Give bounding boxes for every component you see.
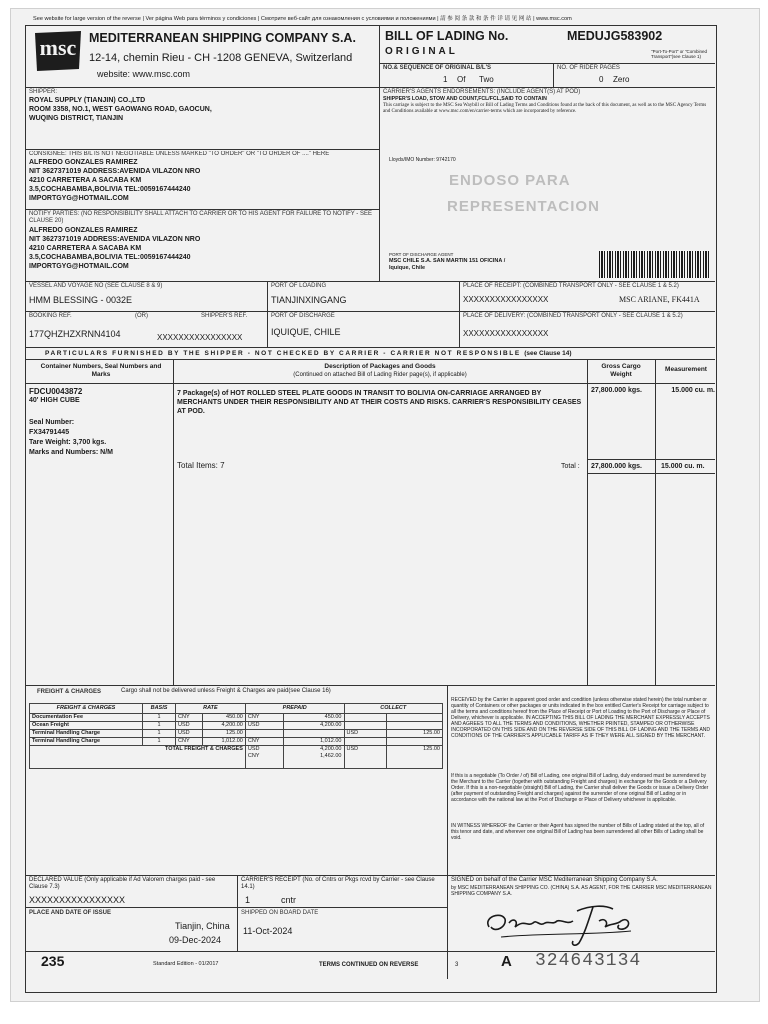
signed-label: SIGNED on behalf of the Carrier MSC Mediterranean Shipping Company S.A. <box>451 877 658 883</box>
charge-basis: 1 <box>143 738 176 746</box>
total-usd-currency: USD <box>247 746 260 752</box>
agents-sublabel: SHIPPER'S LOAD, STOW AND COUNT,FCL/FCL,SAID TO CONTAIN <box>383 96 547 102</box>
notify-label: NOTIFY PARTIES: (NO RESPONSIBILITY SHALL ATTACH TO CARRIER OR TO HIS AGENT FOR FAILURE TO NOTIFY - SEE CLAUSE 20) <box>29 211 372 224</box>
collect-currency <box>344 714 387 722</box>
charge-basis: 1 <box>143 714 176 722</box>
company-website: website: www.msc.com <box>97 69 191 79</box>
consignee-line-2: NIT 3627371019 ADDRESS:AVENIDA VILAZON NRO <box>29 168 201 175</box>
pol-value: TIANJINXINGANG <box>271 295 347 305</box>
container-number: FDCU0043872 <box>29 387 83 396</box>
charge-name: Terminal Handling Charge <box>30 730 143 738</box>
notify-line-1: ALFREDO GONZALES RAMIREZ <box>29 227 138 234</box>
prepaid-amount: 1,012.00 <box>283 738 344 746</box>
charge-currency: USD <box>176 730 203 738</box>
collect-currency <box>344 722 387 730</box>
edition: Standard Edition - 01/2017 <box>153 961 219 967</box>
col-measure-header: Measurement <box>665 366 707 373</box>
freight-col-basis: BASIS <box>143 704 176 714</box>
vessel-label: VESSEL AND VOYAGE NO (SEE CLAUSE 8 & 9) <box>29 283 163 289</box>
company-name: MEDITERRANEAN SHIPPING COMPANY S.A. <box>89 31 356 45</box>
shippers-ref-label: SHIPPER'S REF. <box>201 313 248 319</box>
charge-name: Documentation Fee <box>30 714 143 722</box>
port-agent-line-1: MSC CHILE S.A. SAN MARTIN 151 OFICINA / <box>389 258 506 264</box>
freight-row <box>30 730 443 738</box>
notify-line-3: 4210 CARRETERA A SACABA KM <box>29 245 142 252</box>
receipt-extra: MSC ARIANE, FK441A <box>619 295 700 304</box>
stamp-line-1: ENDOSO PARA <box>449 172 571 189</box>
prepaid-currency: CNY <box>245 738 283 746</box>
freight-total-label: TOTAL FREIGHT & CHARGES <box>30 746 246 769</box>
issue-label: PLACE AND DATE OF ISSUE <box>29 910 112 916</box>
freight-total-currencies <box>245 746 283 769</box>
barcode <box>599 251 711 278</box>
consignee-line-5: IMPORTGYG@HOTMAIL.COM <box>29 195 129 202</box>
freight-col-collect: COLLECT <box>344 704 443 714</box>
charge-currency: CNY <box>176 738 203 746</box>
booking-value: 177QHZHZXRNN4104 <box>29 329 121 339</box>
collect-currency <box>344 738 387 746</box>
col-container-header: Container Numbers, Seal Numbers and Marks <box>40 363 162 378</box>
charge-rate: 450.00 <box>202 714 245 722</box>
booking-label: BOOKING REF. <box>29 313 72 319</box>
terms-continued: TERMS CONTINUED ON REVERSE <box>319 962 419 968</box>
consignee-line-1: ALFREDO GONZALES RAMIREZ <box>29 159 138 166</box>
charge-basis: 1 <box>143 722 176 730</box>
gross-weight: 27,800.000 kgs. <box>591 387 642 394</box>
issue-place: Tianjin, China <box>175 921 230 931</box>
particulars-banner-text: PARTICULARS FURNISHED BY THE SHIPPER - NOT CHECKED BY CARRIER - CARRIER NOT RESPONSIBLE <box>45 350 521 357</box>
pod-value: IQUIQUE, CHILE <box>271 327 341 337</box>
measurement: 15.000 cu. m. <box>671 387 715 394</box>
freight-col-rate: RATE <box>176 704 246 714</box>
vessel-value: HMM BLESSING - 0032E <box>29 295 133 305</box>
charge-name: Ocean Freight <box>30 722 143 730</box>
marks-numbers: Marks and Numbers: N/M <box>29 449 114 456</box>
lloyds-number: Lloyds/IMO Number: 9742170 <box>389 157 456 163</box>
bill-of-lading-page <box>10 8 760 1002</box>
total-usd-amount: 4,200.00 <box>320 746 342 752</box>
declared-value-label: DECLARED VALUE (Only applicable if Ad Valorem charges paid - see Clause 7.3) <box>29 877 216 890</box>
seal-label: Seal Number: <box>29 419 75 426</box>
signature <box>481 897 661 951</box>
pol-label: PORT OF LOADING <box>271 283 327 289</box>
total-collect-amount: 125.00 <box>387 746 443 769</box>
port-agent-label: PORT OF DISCHARGE AGENT <box>389 252 454 257</box>
top-notice: See website for large version of the reverse | Ver página Web para términos y condiciones | Смотрите веб-сайт для ознакомления с условиями и положениями | 請 参 阅 条 款 和 条 件 详 请 见 网 站 | www.msc.com <box>33 16 572 22</box>
total-label: Total : <box>561 463 580 470</box>
prepaid-amount: 4,200.00 <box>283 722 344 730</box>
receipt-value: XXXXXXXXXXXXXXXX <box>463 295 549 304</box>
delivery-label: PLACE OF DELIVERY: (COMBINED TRANSPORT ONLY - SEE CLAUSE 1 & 5.2) <box>463 313 683 319</box>
shipper-label: SHIPPER: <box>29 89 58 95</box>
prepaid-currency: USD <box>245 722 283 730</box>
negotiable-terms: If this is a negotiable (To Order / of) Bill of Lading, one original Bill of Lading, duly endorsed must be surrendered by the Merchant to the Carrier (together with outstanding Freight and charges) in exchange for the Goods or a Delivery Order. If this is a non-negotiable (straight) Bill of Lading, the Carrier shall deliver the Goods or issue a Delivery Order (after payment of outstanding Freight and charges) against the surrender of one original Bill of Lading or in accordance with the national law at the Port of Discharge or Place of Delivery whichever is applicable. <box>451 773 709 803</box>
issue-date: 09-Dec-2024 <box>169 935 222 945</box>
charge-rate: 4,200.00 <box>202 722 245 730</box>
collect-amount: 125.00 <box>387 730 443 738</box>
notify-line-5: IMPORTGYG@HOTMAIL.COM <box>29 263 129 270</box>
bl-original: ORIGINAL <box>385 46 458 57</box>
port-agent-line-2: Iquique, Chile <box>389 265 426 271</box>
prepaid-currency <box>245 730 283 738</box>
total-weight: 27,800.000 kgs. <box>591 463 642 470</box>
col-desc-header: Description of Packages and Goods <box>324 363 436 370</box>
carrier-receipt-count: 1 <box>245 895 251 905</box>
total-measure: 15.000 cu. m. <box>661 463 705 470</box>
bl-transport-note: "Port-To-Port" or "Combined Transport"(see Clause 1) <box>651 49 708 59</box>
col-weight-header: Gross Cargo Weight <box>601 363 641 378</box>
signed-sub: by MSC MEDITERRANEAN SHIPPING CO. (CHINA) S.A. AS AGENT, FOR THE CARRIER MSC MEDITERRANEAN SHIPPING COMPANY S.A. <box>451 885 712 897</box>
container-type: 40' HIGH CUBE <box>29 397 80 404</box>
agents-text: This carriage is subject to the MSC Sea Waybill or Bill of Lading Terms and Conditions found at the back of this document, as well as to the MSC Agency Terms and Conditions available at www.msc.com/en/carrier-terms which are incorporated by reference. <box>383 103 707 114</box>
seq-2: Two <box>479 75 494 84</box>
charge-name: Terminal Handling Charge <box>30 738 143 746</box>
witness-terms: IN WITNESS WHEREOF the Carrier or their Agent has signed the number of Bills of Lading stated at the top, all of this tenor and date, and wherever one original Bill of Lading has been surrendered all other Bills of Lading shall be void. <box>451 823 705 841</box>
freight-row <box>30 738 443 746</box>
shipper-line-1: ROYAL SUPPLY (TIANJIN) CO.,LTD <box>29 97 146 104</box>
seq-1: 1 <box>443 75 448 84</box>
bl-title: BILL OF LADING No. <box>385 29 509 43</box>
received-terms: RECEIVED by the Carrier in apparent good order and condition (unless otherwise stated herein) the total number or quantity of Containers or other packages or units indicated in the box entitled Carrier's Receipt for carriage subject to all the terms and conditions hereof from the Place of Receipt or Port of Loading to the Port of Discharge or Place of Delivery, whichever is applicable. IN ACCEPTING THIS BILL OF LADING THE MERCHANT EXPRESSLY ACCEPTS AND AGREES TO ALL THE TERMS AND CONDITIONS, WHETHER PRINTED, STAMPED OR OTHERWISE INCORPORATED ON THIS SIDE AND ON THE REVERSE SIDE OF THIS BILL OF LADING AND THE TERMS AND CONDITIONS OF THE CARRIER'S APPLICABLE TARIFF AS IF THEY WERE ALL SIGNED BY THE MERCHANT. <box>451 697 711 739</box>
goods-description: 7 Package(s) of HOT ROLLED STEEL PLATE GOODS IN TRANSIT TO BOLIVIA ON-CARRIAGE ARRANGED BY MERCHANTS UNDER THEIR RESPONSIBILITY AND AT THEIR COSTS AND RISKS. CARRIER'S RESPONSIBILITY CEASES AT POD. <box>177 390 582 415</box>
page-number: 235 <box>41 953 65 969</box>
serial-number: 324643134 <box>535 951 642 971</box>
collect-amount <box>387 714 443 722</box>
terms-continued-no: 3 <box>455 962 459 968</box>
col-desc-sub: (Continued on attached Bill of Lading Rider page(s), if applicable) <box>293 372 467 378</box>
shippers-ref-value: XXXXXXXXXXXXXXXX <box>157 333 243 342</box>
carrier-receipt-label: CARRIER'S RECEIPT (No. of Cntrs or Pkgs rcvd by Carrier - see Clause 14.1) <box>241 877 435 890</box>
consignee-line-3: 4210 CARRETERA A SACABA KM <box>29 177 142 184</box>
onboard-label: SHIPPED ON BOARD DATE <box>241 910 319 916</box>
tare-weight: Tare Weight: 3,700 kgs. <box>29 439 107 446</box>
seal-number: FX34791445 <box>29 429 70 436</box>
rider-text: Zero <box>613 75 630 84</box>
freight-col-prepaid: PREPAID <box>245 704 344 714</box>
shipper-line-3: WUQING DISTRICT, TIANJIN <box>29 115 124 122</box>
stamp-line-2: REPRESENTACION <box>447 198 600 215</box>
pod-label: PORT OF DISCHARGE <box>271 313 335 319</box>
prepaid-amount <box>283 730 344 738</box>
freight-row <box>30 722 443 730</box>
collect-currency: USD <box>344 730 387 738</box>
freight-table <box>29 703 443 769</box>
notify-line-4: 3.5,COCHABAMBA,BOLIVIA TEL:0059167444240 <box>29 254 191 261</box>
agents-label: CARRIER'S AGENTS ENDORSEMENTS: (INCLUDE AGENT(S) AT POD) <box>383 89 581 95</box>
declared-value: XXXXXXXXXXXXXXXX <box>29 895 126 905</box>
serial-prefix: A <box>501 953 512 970</box>
bl-number: MEDUJG583902 <box>567 29 663 43</box>
collect-amount <box>387 722 443 730</box>
delivery-value: XXXXXXXXXXXXXXXX <box>463 329 549 338</box>
freight-row <box>30 714 443 722</box>
total-cny-currency: CNY <box>247 753 260 759</box>
rider-value: 0 <box>599 75 604 84</box>
charge-currency: CNY <box>176 714 203 722</box>
freight-label: FREIGHT & CHARGES <box>37 689 102 695</box>
rider-label: NO. OF RIDER PAGES <box>557 65 620 71</box>
consignee-line-4: 3.5,COCHABAMBA,BOLIVIA TEL:0059167444240 <box>29 186 191 193</box>
consignee-label: CONSIGNEE: THIS B/L IS NOT NEGOTIABLE UNLESS MARKED "TO ORDER" OR "TO ORDER OF ...." HERE <box>29 151 330 157</box>
freight-col-charge: FREIGHT & CHARGES <box>30 704 143 714</box>
charge-currency: USD <box>176 722 203 730</box>
charge-rate: 1,012.00 <box>202 738 245 746</box>
company-address: 12-14, chemin Rieu - CH -1208 GENEVA, Switzerland <box>89 52 353 64</box>
charge-rate: 125.00 <box>202 730 245 738</box>
total-collect-currency: USD <box>344 746 387 769</box>
carrier-receipt-unit: cntr <box>281 895 297 905</box>
total-items: Total Items: 7 <box>177 461 225 470</box>
receipt-label: PLACE OF RECEIPT: (COMBINED TRANSPORT ONLY - SEE CLAUSE 1 & 5.2) <box>463 283 679 289</box>
onboard-date: 11-Oct-2024 <box>243 926 293 936</box>
prepaid-amount: 450.00 <box>283 714 344 722</box>
logo-text: msc <box>39 35 77 60</box>
prepaid-currency: CNY <box>245 714 283 722</box>
booking-or: (OR) <box>135 313 148 319</box>
freight-note: Cargo shall not be delivered unless Freight & Charges are paid(see Clause 16) <box>121 688 331 694</box>
particulars-banner <box>45 350 572 357</box>
collect-amount <box>387 738 443 746</box>
charge-basis: 1 <box>143 730 176 738</box>
freight-total-row <box>30 746 443 769</box>
seq-of: Of <box>457 75 466 84</box>
total-cny-amount: 1,462.00 <box>320 753 342 759</box>
msc-logo <box>33 29 83 73</box>
shipper-line-2: ROOM 3358, NO.1, WEST GAOWANG ROAD, GAOCUN, <box>29 106 212 113</box>
seq-label: NO.& SEQUENCE OF ORIGINAL B/L'S <box>383 65 491 71</box>
particulars-banner-clause: (see Clause 14) <box>524 350 572 357</box>
notify-line-2: NIT 3627371019 ADDRESS:AVENIDA VILAZON NRO <box>29 236 201 243</box>
freight-total-amounts <box>283 746 344 769</box>
